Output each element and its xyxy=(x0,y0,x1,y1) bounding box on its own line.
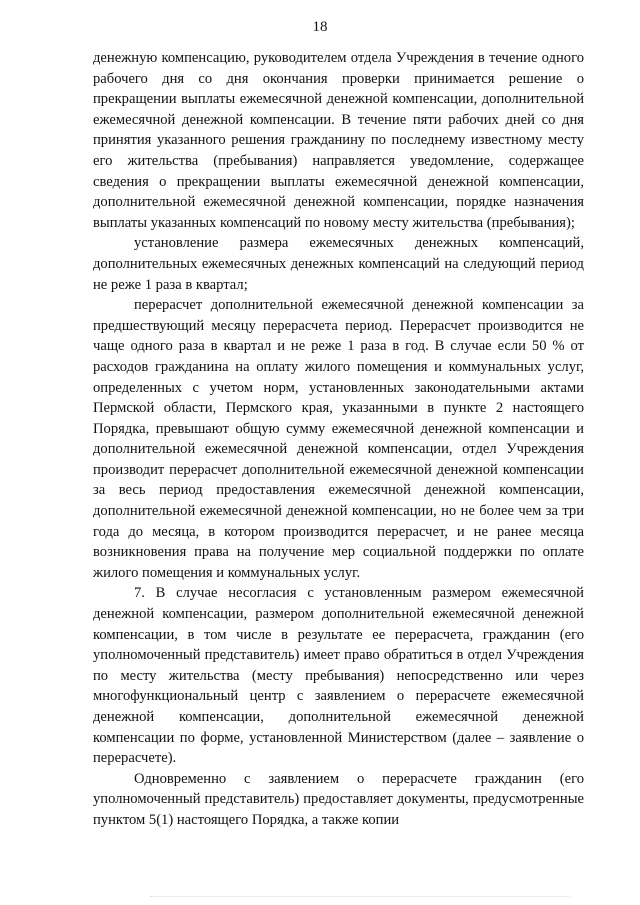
paragraph-size-setting: установление размера ежемесячных денежных компенсаций, дополнительных ежемесячных денежных компенсаций на следующий период не реже 1 раза в квартал; xyxy=(93,235,584,293)
scan-artifact-line xyxy=(150,896,570,899)
document-body xyxy=(93,48,584,831)
paragraph-recalculation: перерасчет дополнительной ежемесячной денежной компенсации за предшествующий месяцу перерасчета период. Перерасчет производится не чаще одного раза в квартал и не реже 1 раза в год. В случае если 50 % от расходов гражданина на оплату жилого помещения и коммунальных услуг, определенных с учетом норм, установленных законодательными актами Пермской области, Пермского края, указанными в пункте 2 настоящего Порядка, превышают общую сумму ежемесячной денежной компенсации и дополнительной ежемесячной денежной компенсации, отдел Учреждения производит перерасчет дополнительной ежемесячной денежной компенсации за весь период предоставления ежемесячной денежной компенсации, дополнительной ежемесячной денежной компенсации, но не более чем за три года до месяца, в котором производится перерасчет, и не ранее месяца возникновения права на получение мер социальной поддержки по оплате жилого помещения и коммунальных услуг. xyxy=(93,297,584,581)
paragraph-continuation: денежную компенсацию, руководителем отдела Учреждения в течение одного рабочего дня со дня окончания проверки принимается решение о прекращении выплаты ежемесячной денежной компенсации, дополнительной ежемесячной денежной компенсации. В течение пяти рабочих дней со дня принятия указанного решения гражданину по последнему известному месту его жительства (пребывания) направляется уведомление, содержащее сведения о прекращении выплаты ежемесячной денежной компенсации, дополнительной ежемесячной денежной компенсации, порядке назначения выплаты указанных компенсаций по новому месту жительства (пребывания); xyxy=(93,50,584,231)
paragraph-item-7: 7. В случае несогласия с установленным размером ежемесячной денежной компенсации, размером дополнительной ежемесячной денежной компенсации, в том числе в результате ее перерасчета, гражданин (его уполномоченный представитель) имеет право обратиться в отдел Учреждения по месту жительства (месту пребывания) непосредственно или через многофункциональный центр с заявлением о перерасчете ежемесячной денежной компенсации, дополнительной ежемесячной денежной компенсации по форме, установленной Министерством (далее – заявление о перерасчете). xyxy=(93,585,584,767)
page-number: 18 xyxy=(312,19,328,35)
paragraph-documents: Одновременно с заявлением о перерасчете гражданин (его уполномоченный представитель) предоставляет документы, предусмотренные пунктом 5(1) настоящего Порядка, а также копии xyxy=(93,770,584,828)
